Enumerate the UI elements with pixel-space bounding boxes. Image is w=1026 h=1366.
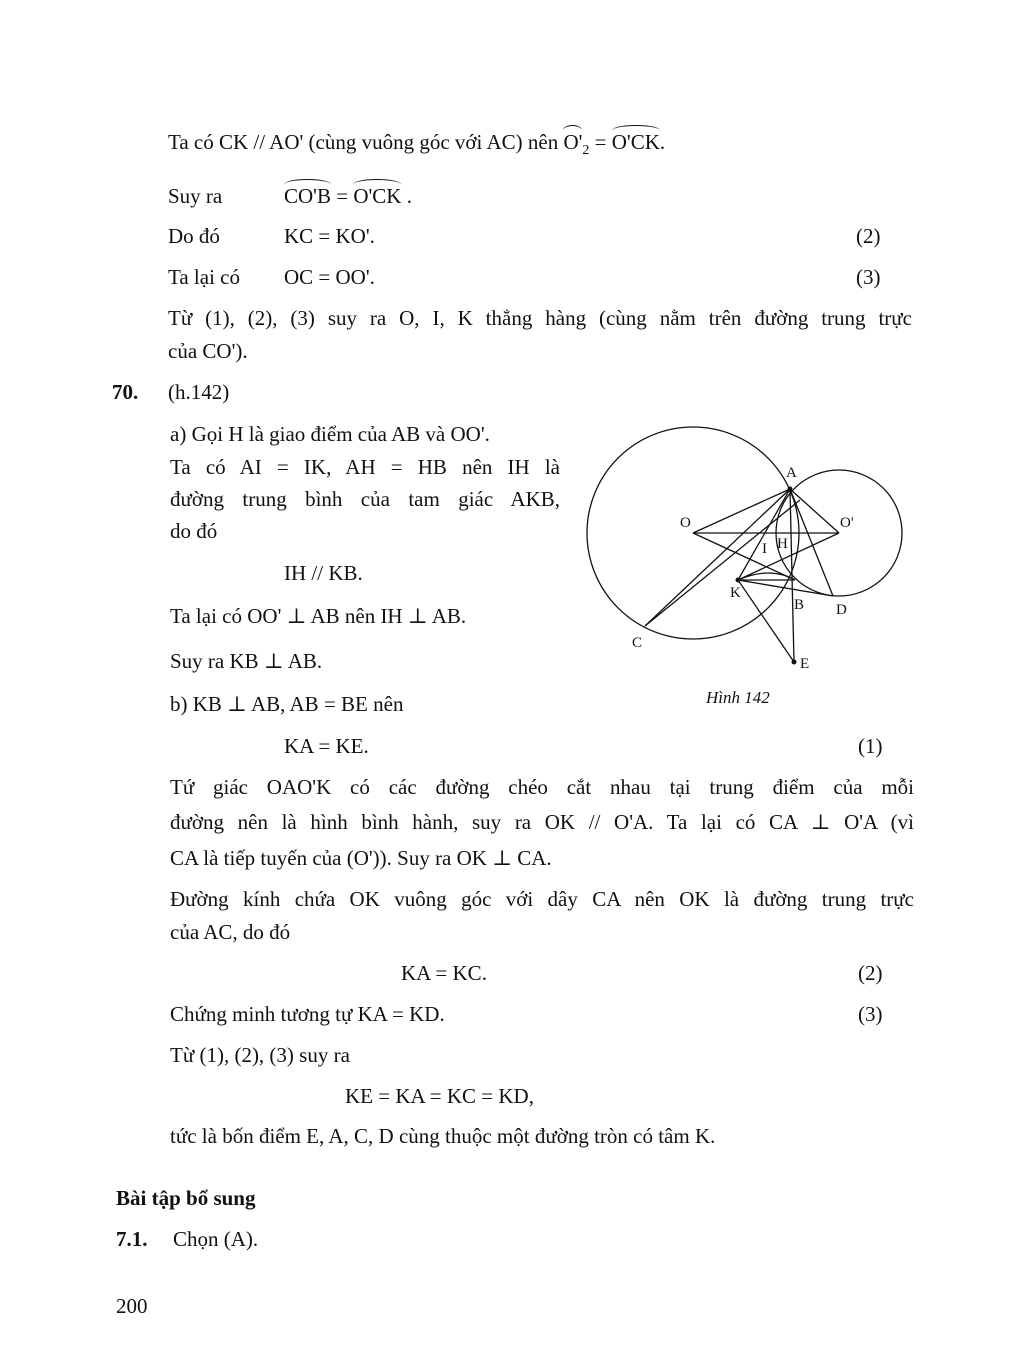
- text: O': [563, 130, 583, 154]
- label-o: O: [680, 515, 691, 531]
- problem-number: 70.: [112, 380, 139, 404]
- part-a-line-2: Ta có AI = IK, AH = HB nên IH là: [170, 455, 560, 479]
- supplement-item-text: Chọn (A).: [173, 1227, 259, 1251]
- formula-kc-ko: KC = KO'.: [284, 224, 375, 248]
- part-a-line-4: do đó: [170, 519, 218, 543]
- point-k: [736, 578, 741, 583]
- angle-ock: [612, 130, 660, 155]
- ta-lai-co-label: Ta lại có: [168, 265, 240, 289]
- eq-number-3b: (3): [858, 1002, 883, 1026]
- seg-c-a2: [645, 500, 800, 626]
- label-c: C: [632, 635, 643, 651]
- label-e: E: [800, 656, 810, 672]
- formula-ih-kb: IH // KB.: [284, 561, 363, 585]
- seg-k-d: [738, 580, 833, 596]
- para1-line-3: CA là tiếp tuyến của (O')). Suy ra OK ⊥ CA.: [170, 846, 552, 870]
- text: O'CK: [611, 130, 660, 154]
- part-a-line-3: đường trung bình của tam giác AKB,: [170, 487, 560, 511]
- angle-ock-2: [353, 184, 401, 209]
- supplement-item-number: 7.1.: [116, 1227, 148, 1251]
- supplement-heading: Bài tập bổ sung: [116, 1186, 256, 1210]
- para2-line-2: của AC, do đó: [170, 920, 291, 944]
- subscript: 2: [582, 143, 590, 159]
- label-h: H: [777, 536, 788, 552]
- seg-k-e: [738, 580, 794, 662]
- point-e: [792, 660, 797, 665]
- para1-line-1: Tứ giác OAO'K có các đường chéo cắt nhau tại trung điểm của mỗi: [170, 775, 914, 799]
- eq-number-2a: (2): [856, 224, 881, 248]
- do-do-label: Do đó: [168, 224, 220, 248]
- kb-perp-ab: Suy ra KB ⊥ AB.: [170, 649, 323, 673]
- label-o-prime: O': [840, 515, 854, 531]
- top-line-5: Từ (1), (2), (3) suy ra O, I, K thẳng hàng (cùng nằm trên đường trung trực: [168, 306, 912, 330]
- top-line-1: [168, 130, 665, 159]
- page-number: 200: [116, 1294, 148, 1318]
- text: CO'B: [284, 184, 331, 208]
- label-a: A: [786, 465, 797, 481]
- text: =: [589, 130, 612, 154]
- eq-number-2b: (2): [858, 961, 883, 985]
- text: =: [330, 184, 354, 208]
- text: Ta có CK // AO' (cùng vuông góc với AC) nên: [168, 130, 564, 154]
- para1-line-2: đường nên là hình bình hành, suy ra OK // O'A. Ta lại có CA ⊥ O'A (vì: [170, 810, 914, 834]
- formula-ka-ke: KA = KE.: [284, 734, 369, 758]
- formula-oc-oo: OC = OO'.: [284, 265, 375, 289]
- final-equation: KE = KA = KC = KD,: [345, 1084, 534, 1108]
- label-k: K: [730, 585, 741, 601]
- label-b: B: [794, 597, 805, 613]
- conclusion: tức là bốn điểm E, A, C, D cùng thuộc một đường tròn có tâm K.: [170, 1124, 716, 1148]
- angle-o2: [563, 130, 582, 155]
- figure-reference: (h.142): [168, 380, 230, 404]
- suy-ra-label: Suy ra: [168, 184, 223, 208]
- point-a: [788, 487, 793, 492]
- arc-k-b: [738, 573, 795, 580]
- oo-perp-ab: Ta lại có OO' ⊥ AB nên IH ⊥ AB.: [170, 604, 467, 628]
- geometry-figure: [580, 420, 920, 680]
- text: O'CK: [353, 184, 402, 208]
- label-i: I: [762, 541, 767, 557]
- formula-ka-kc: KA = KC.: [401, 961, 487, 985]
- part-a-line-1: a) Gọi H là giao điểm của AB và OO'.: [170, 422, 490, 446]
- part-b-line: b) KB ⊥ AB, AB = BE nên: [170, 692, 404, 716]
- prove-line: Chứng minh tương tự KA = KD.: [170, 1002, 445, 1026]
- top-line-2-formula: [284, 184, 412, 209]
- figure-caption: Hình 142: [706, 688, 770, 707]
- angle-cob: [284, 184, 331, 209]
- text: .: [401, 184, 412, 208]
- text: .: [659, 130, 666, 154]
- eq-number-3a: (3): [856, 265, 881, 289]
- seg-o-a: [693, 489, 790, 533]
- from-line: Từ (1), (2), (3) suy ra: [170, 1043, 350, 1067]
- eq-number-1: (1): [858, 734, 883, 758]
- para2-line-1: Đường kính chứa OK vuông góc với dây CA nên OK là đường trung trực: [170, 887, 914, 911]
- label-d: D: [836, 602, 847, 618]
- top-line-6: của CO').: [168, 339, 248, 363]
- seg-a-c: [645, 489, 790, 626]
